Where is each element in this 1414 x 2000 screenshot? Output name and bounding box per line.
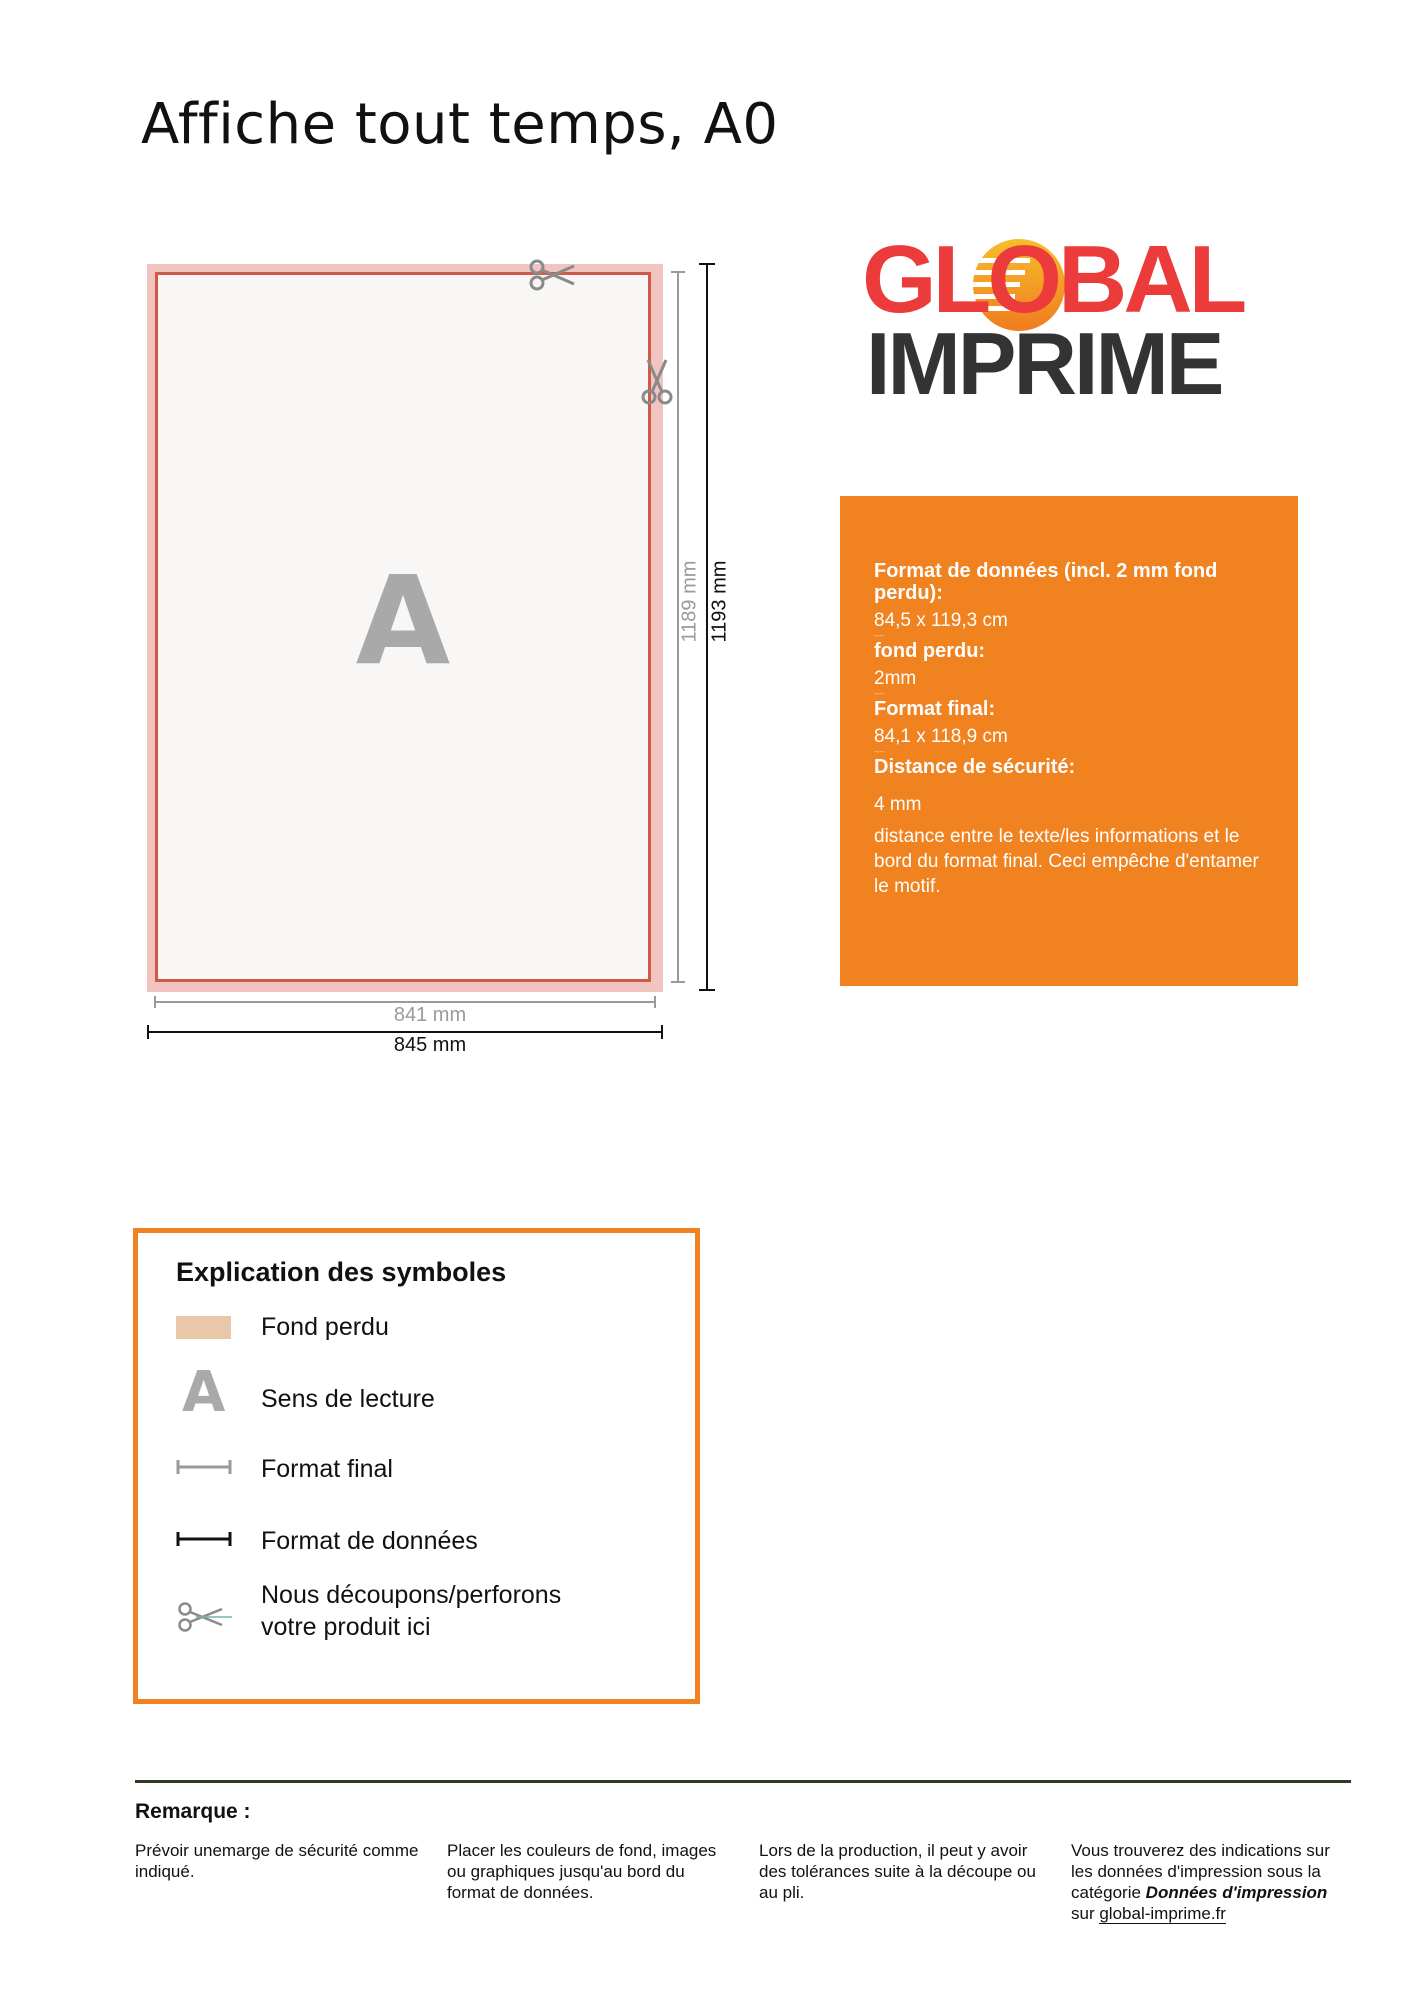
print-data-category: Données d'impression [1145,1883,1328,1902]
bleed-label: fond perdu: [874,640,986,662]
remark-background: Placer les couleurs de fond, images ou graphiques jusqu'au bord du format de données. [447,1841,717,1902]
data-height-label: 1193 mm [708,560,731,643]
remarks-title: Remarque : [135,1800,251,1823]
bleed-swatch-icon [176,1316,231,1339]
remark-print-data-mid: sur [1071,1904,1100,1923]
final-height-label: 1189 mm [678,560,701,643]
logo-global-text: GLOBAL [862,226,1244,333]
data-format-value: 84,5 x 119,3 cm [874,610,1008,631]
safety-description: distance entre le texte/les informations et le bord du format final. Ceci empêche d'entamer le motif. [874,826,1259,897]
scissors-icon [528,258,578,292]
website-link[interactable]: global-imprime.fr [1099,1904,1226,1923]
final-width-label: 841 mm [393,1004,467,1026]
legend-label-cut: Nous découpons/perforons votre produit ici [261,1581,562,1641]
symbols-legend [133,1228,700,1704]
specifications-panel [840,496,1298,986]
reading-direction-icon: A [182,1360,226,1425]
remark-print-data-text: Vous trouverez des indications sur les données d'impression sous la catégorie [1071,1841,1330,1902]
remark-print-data [1071,1840,1346,1924]
data-format-label: Format de données (incl. 2 mm fond perdu): [874,560,1218,604]
reading-direction-letter: A [355,550,451,692]
footer-divider [135,1780,1351,1783]
logo-imprime-text: IMPRIME [866,314,1222,413]
separator: ---- [874,631,885,640]
separator: ---- [874,689,885,698]
final-format-icon [176,1459,232,1475]
remark-safety-margin: Prévoir unemarge de sécurité comme indiqué. [135,1841,419,1881]
scissors-icon [176,1601,232,1633]
legend-label-final: Format final [261,1455,393,1483]
separator: ---- [874,747,885,756]
data-width-label: 845 mm [393,1034,467,1056]
safety-value: 4 mm [874,794,922,815]
legend-label-data: Format de données [261,1527,478,1555]
legend-label-reading: Sens de lecture [261,1385,435,1413]
legend-title: Explication des symboles [176,1257,507,1287]
data-format-icon [176,1531,232,1547]
safety-label: Distance de sécurité: [874,756,1076,778]
final-format-value: 84,1 x 118,9 cm [874,726,1008,747]
remark-tolerances: Lors de la production, il peut y avoir des tolérances suite à la découpe ou au pli. [759,1841,1036,1902]
page-title: Affiche tout temps, A0 [141,92,779,157]
final-format-label: Format final: [874,698,996,720]
legend-label-bleed: Fond perdu [261,1313,389,1341]
bleed-value: 2mm [874,668,917,689]
